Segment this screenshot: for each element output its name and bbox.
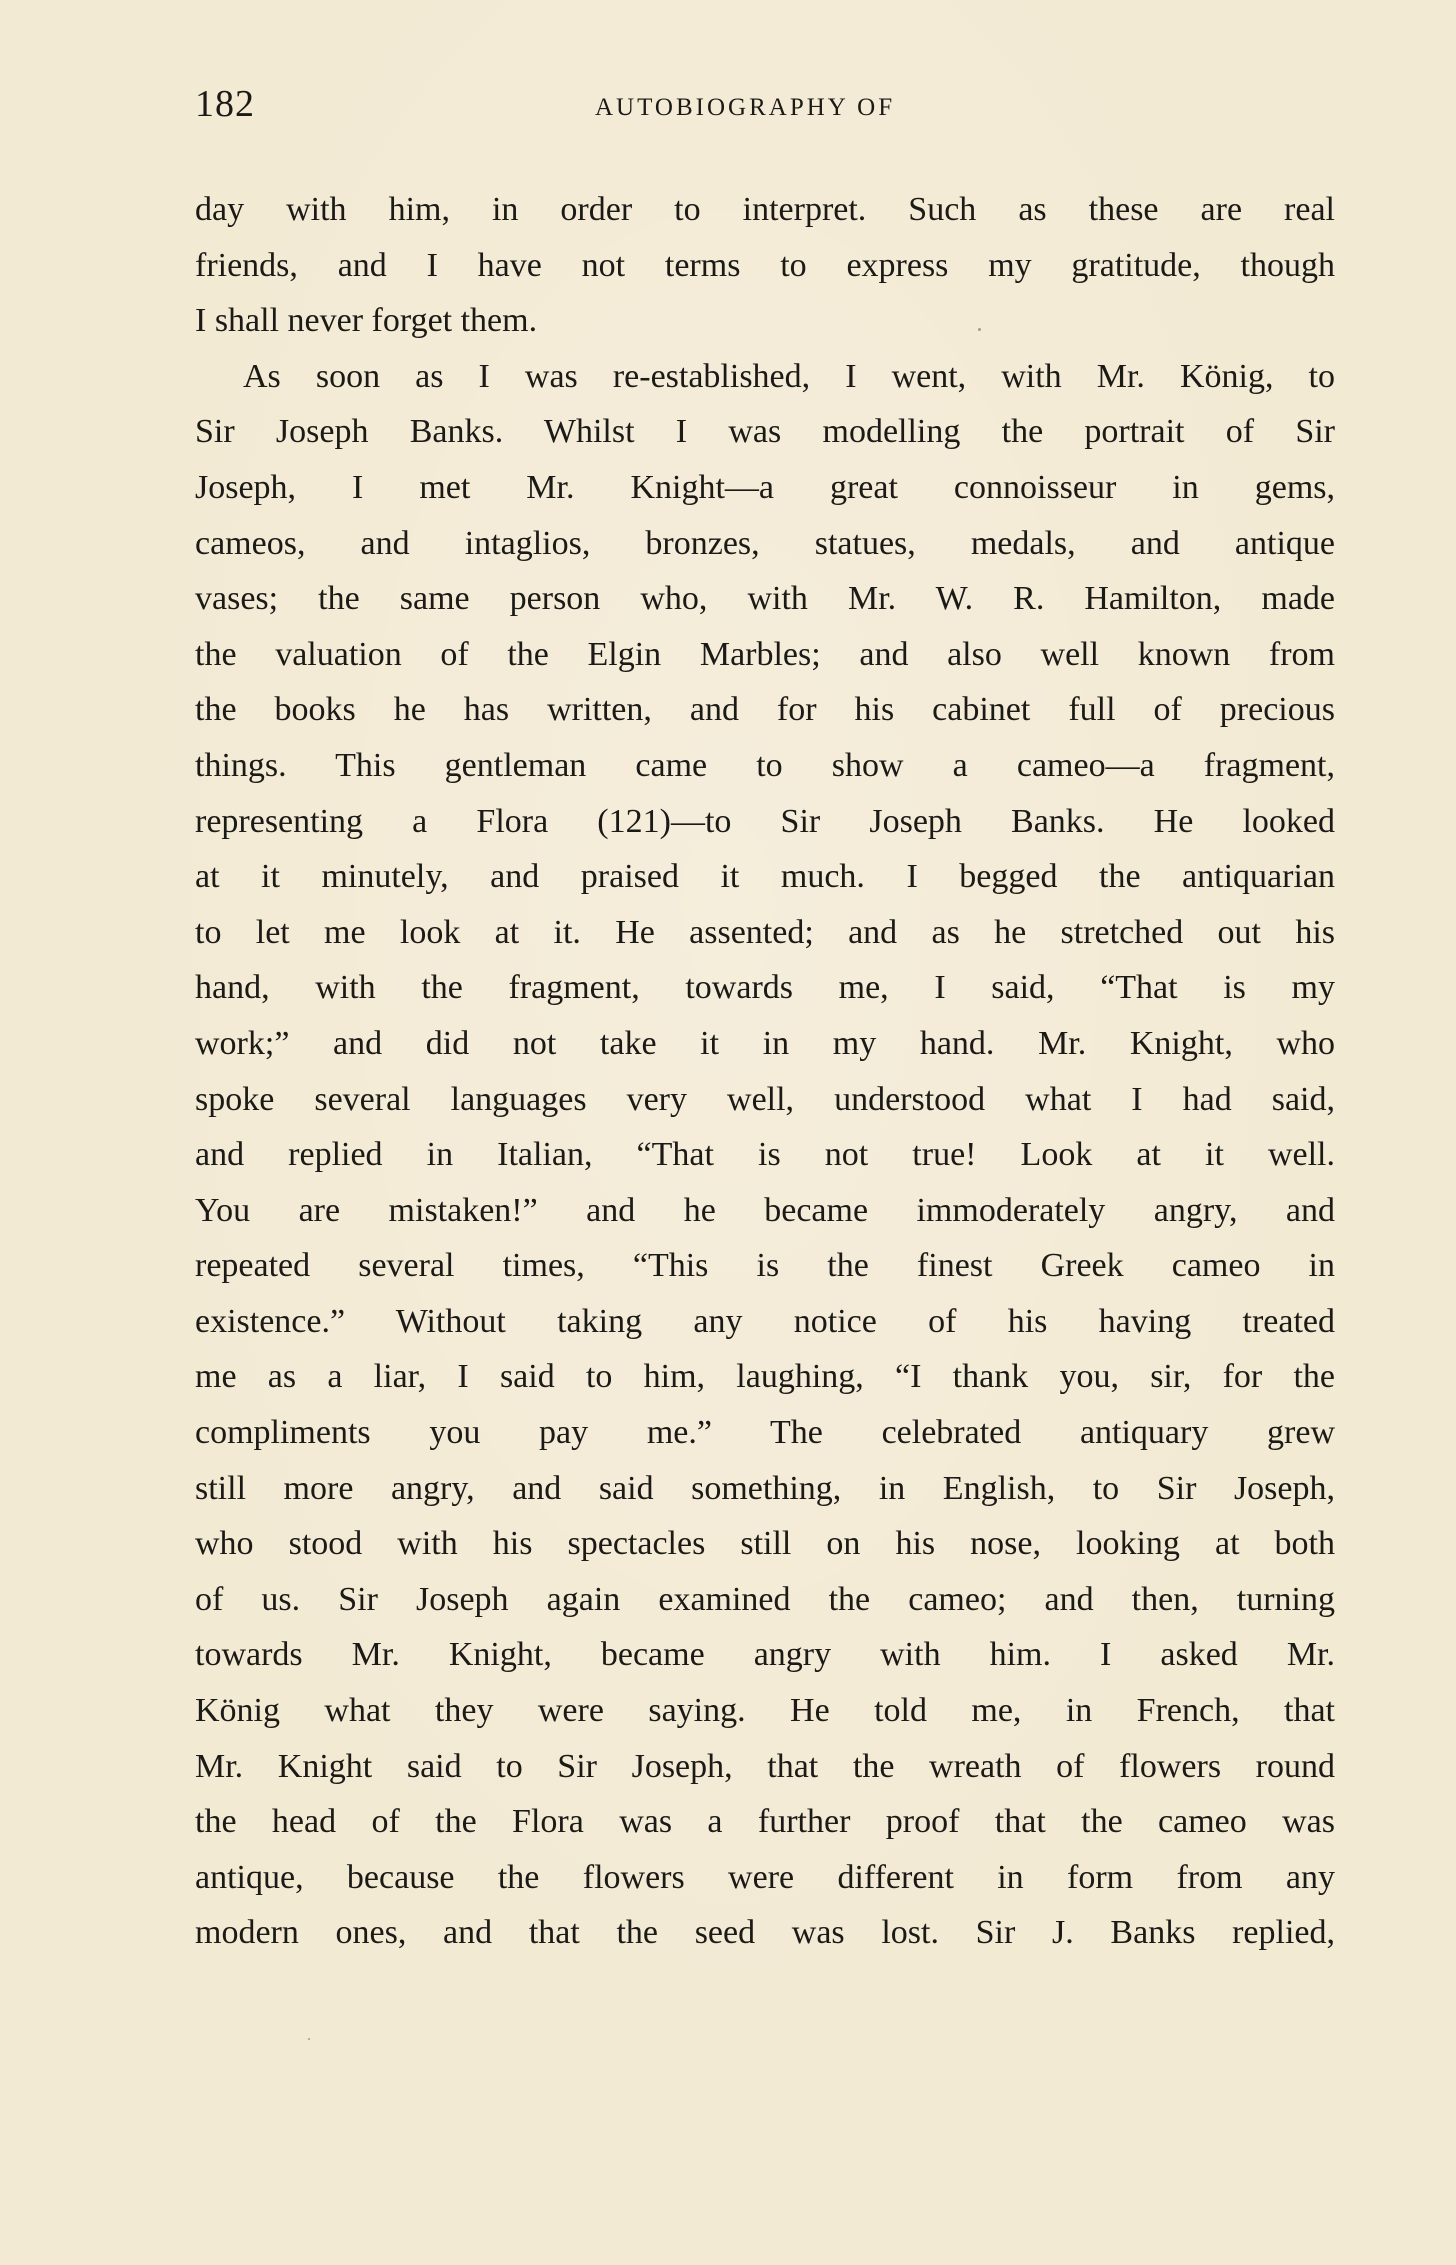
text-line: things. This gentleman came to show a cameo—a fragment, (195, 746, 1335, 784)
text-line: Sir Joseph Banks. Whilst I was modelling the portrait of Sir (195, 413, 1335, 451)
text-line: hand, with the fragment, towards me, I said, “That is my (195, 969, 1335, 1007)
text-line: who stood with his spectacles still on his nose, looking at both (195, 1525, 1335, 1563)
page-number: 182 (195, 83, 255, 125)
text-line: me as a liar, I said to him, laughing, “I thank you, sir, for the (195, 1358, 1335, 1396)
text-line: towards Mr. Knight, became angry with him. I asked Mr. (195, 1636, 1335, 1674)
text-line: work;” and did not take it in my hand. Mr. Knight, who (195, 1024, 1335, 1062)
running-title: AUTOBIOGRAPHY OF (595, 94, 896, 121)
text-line: vases; the same person who, with Mr. W. R. Hamilton, made (195, 580, 1335, 618)
text-line: and replied in Italian, “That is not true! Look at it well. (195, 1136, 1335, 1174)
text-line: spoke several languages very well, understood what I had said, (195, 1080, 1335, 1118)
paper-speck (308, 2038, 310, 2040)
body-text (195, 182, 1335, 1961)
text-line: modern ones, and that the seed was lost. Sir J. Banks replied, (195, 1914, 1335, 1952)
text-line: the books he has written, and for his cabinet full of precious (195, 691, 1335, 729)
text-line: at it minutely, and praised it much. I begged the antiquarian (195, 858, 1335, 896)
text-line: the valuation of the Elgin Marbles; and also well known from (195, 635, 1335, 673)
text-line: existence.” Without taking any notice of his having treated (195, 1302, 1335, 1340)
text-line: cameos, and intaglios, bronzes, statues, medals, and antique (195, 524, 1335, 562)
text-line: to let me look at it. He assented; and as he stretched out his (195, 913, 1335, 951)
text-line: compliments you pay me.” The celebrated antiquary grew (195, 1414, 1335, 1452)
text-line: Mr. Knight said to Sir Joseph, that the wreath of flowers round (195, 1747, 1335, 1785)
text-line: repeated several times, “This is the finest Greek cameo in (195, 1247, 1335, 1285)
paper-speck (978, 328, 981, 331)
running-header (195, 82, 1335, 132)
text-line: As soon as I was re-established, I went, with Mr. König, to (243, 357, 1335, 395)
text-line: still more angry, and said something, in English, to Sir Joseph, (195, 1469, 1335, 1507)
text-line: day with him, in order to interpret. Such as these are real (195, 191, 1335, 228)
text-line: representing a Flora (121)—to Sir Joseph Banks. He looked (195, 802, 1335, 840)
text-line: I shall never forget them. (195, 302, 538, 340)
text-line: antique, because the flowers were different in form from any (195, 1858, 1335, 1896)
text-line: the head of the Flora was a further proof that the cameo was (195, 1803, 1335, 1841)
text-line: You are mistaken!” and he became immoderately angry, and (195, 1191, 1335, 1229)
text-line: friends, and I have not terms to express my gratitude, though (195, 246, 1335, 284)
text-line: König what they were saying. He told me, in French, that (195, 1692, 1335, 1730)
text-line: Joseph, I met Mr. Knight—a great connoisseur in gems, (195, 468, 1335, 506)
text-line: of us. Sir Joseph again examined the cameo; and then, turning (195, 1580, 1335, 1618)
